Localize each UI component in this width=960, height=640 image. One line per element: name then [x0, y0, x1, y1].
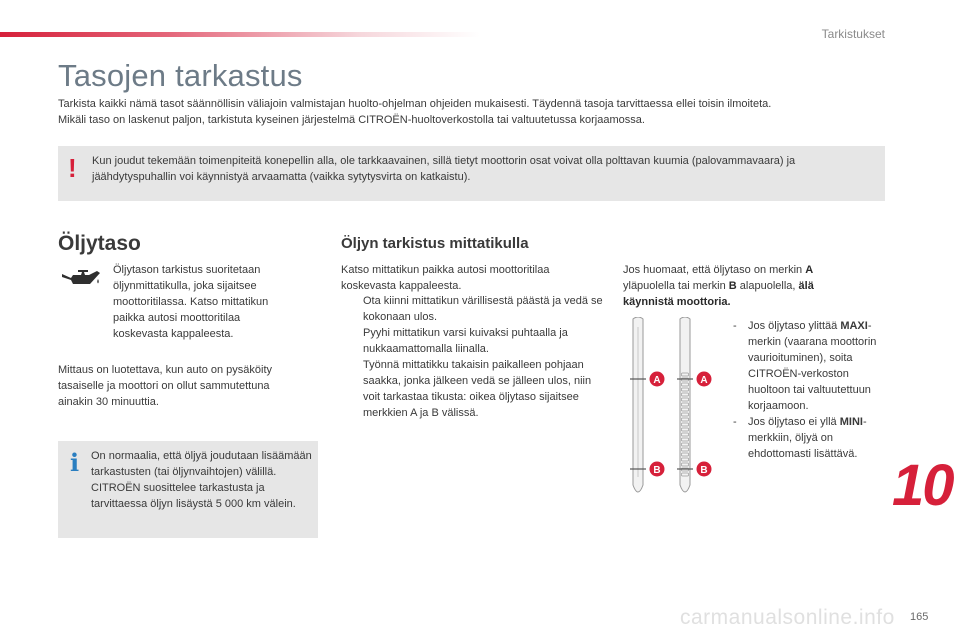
info-text: On normaalia, että öljyä joudutaan lisäämään tarkastusten (tai öljynvaihtojen) välillä. CITROËN suosittelee tarkastusta ja tarvittaessa öljyn lisäystä 5 000 km välein. [91, 450, 312, 510]
dipstick-heading: Öljyn tarkistus mittatikulla [341, 235, 529, 252]
level-notice: Jos huomaat, että öljytaso on merkin A yläpuolella tai merkin B alapuolella, älä käynnistä moottoria. [623, 264, 814, 308]
list-item: - Jos öljytaso ei yllä MINI-merkkiin, öljyä on ehdottomasti lisättävä. [733, 416, 867, 460]
mini-mark: MINI [839, 416, 863, 428]
label-b-right [697, 462, 712, 477]
svg-text:B: B [700, 465, 708, 476]
svg-text:A: A [653, 375, 661, 386]
oil-level-description: Öljytason tarkistus suoritetaan öljynmittatikulla, joka sijaitsee moottoritilassa. Katso mittatikun paikka autosi moottoritilaa koskevasta kappaleesta. [113, 264, 269, 340]
page-title: Tasojen tarkastus [58, 58, 303, 93]
intro-paragraph: Mikäli taso on laskenut paljon, tarkistuta kyseinen järjestelmä CITROËN-huoltoverkostolla tai valtuutetussa korjaamossa. [58, 114, 645, 126]
label-a-right [697, 372, 712, 387]
mark-b: B [728, 280, 737, 292]
oil-level-instructions [733, 318, 883, 462]
list-item [341, 293, 603, 325]
oil-level-heading: Öljytaso [58, 232, 141, 255]
list-item [341, 357, 603, 421]
mark-a: A [805, 264, 814, 276]
dipstick-steps [341, 293, 603, 421]
chapter-number: 10 [892, 453, 953, 518]
maxi-mark: MAXI [840, 320, 868, 332]
dipstick-illustration [625, 317, 720, 499]
intro-text [58, 96, 898, 128]
dipstick-intro: Katso mittatikun paikka autosi moottoritilaa koskevasta kappaleesta. [341, 264, 550, 292]
measurement-note: Mittaus on luotettava, kun auto on pysäköity tasaiselle ja moottori on ollut sammutettuna ainakin 30 minuuttia. [58, 364, 273, 408]
info-box [58, 441, 318, 538]
oil-can-icon [59, 266, 103, 292]
notice-emphasis: älä käynnistä moottoria. [623, 280, 814, 308]
warning-icon: ! [68, 153, 77, 183]
list-item: - Jos öljytaso ylittää MAXI-merkin (vaarana moottorin vaurioituminen), soita CITROËN-verkoston huoltoon tai valtuutettuun korjaamoon. [733, 320, 877, 412]
section-name: Tarkistukset [821, 27, 885, 41]
step-text: Työnnä mittatikku takaisin paikalleen pohjaan saakka, jonka jälkeen vedä se jälleen ulos, niin voit tarkastaa tikusta: oikea öljytaso sijaitsee merkkien A ja B välissä. [363, 359, 592, 419]
watermark: carmanualsonline.info [680, 606, 895, 629]
label-b-left [650, 462, 665, 477]
step-text: Ota kiinni mittatikun värillisestä päästä ja vedä se kokonaan ulos. [363, 295, 603, 323]
page-number: 165 [910, 611, 929, 623]
svg-text:B: B [653, 465, 661, 476]
warning-box [58, 146, 885, 201]
intro-paragraph: Tarkista kaikki nämä tasot säännöllisin väliajoin valmistajan huolto-ohjelman ohjeiden mukaisesti. Täydennä tasoja tarvittaessa ellei toisin ilmoiteta. [58, 98, 772, 110]
svg-text:A: A [700, 375, 708, 386]
warning-text: Kun joudut tekemään toimenpiteitä konepellin alla, ole tarkkaavainen, sillä tietyt moottorin osat voivat olla polttavan kuumia (palovammavaara) ja jäähdytyspuhallin voi käynnistyä arvaamatta (vaikka sytytysvirta on katkaistu). [92, 155, 796, 183]
label-a-left [650, 372, 665, 387]
step-text: Pyyhi mittatikun varsi kuivaksi puhtaalla ja nukkaamattomalla liinalla. [363, 327, 568, 355]
header-accent-bar [0, 32, 480, 37]
list-item [341, 325, 603, 357]
info-icon: i [70, 448, 80, 477]
